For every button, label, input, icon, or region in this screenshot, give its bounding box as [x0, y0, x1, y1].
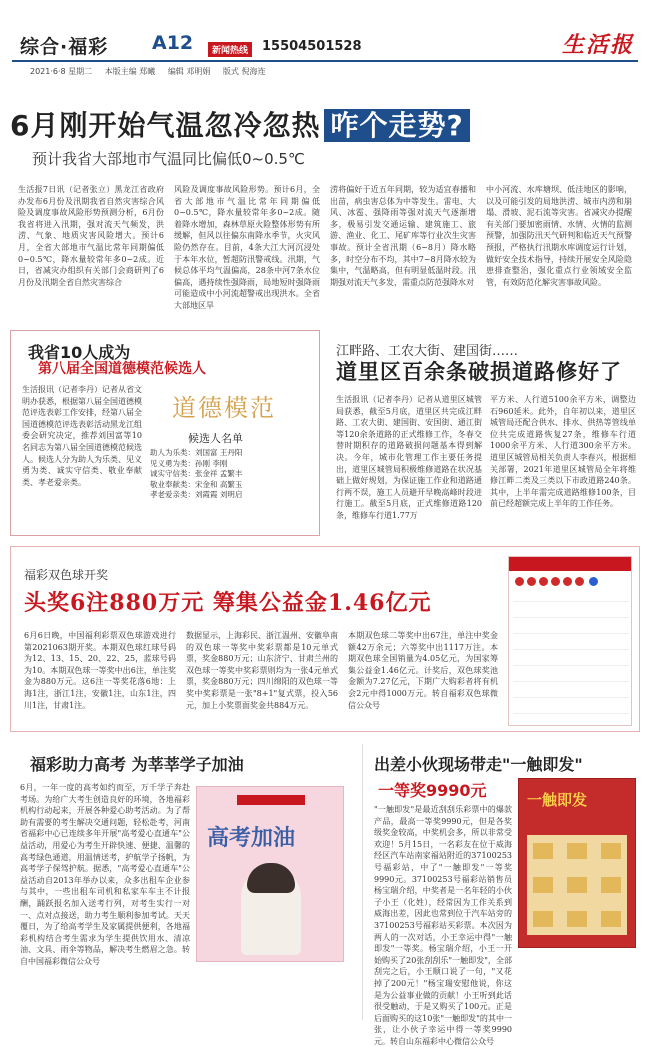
blue-ball-icon: [589, 577, 598, 586]
student-hair-icon: [247, 863, 295, 893]
moral-body: 生活报讯（记者李丹）记者从省文明办获悉，根据第八届全国道德模范评选表彰工作安排，经第八届全国道德模范评选表彰活动黑龙江组委会研究决定，推荐刘国富等10名同志为第八届全国道德模范候选人。候选人分为助人为乐类、见义勇为类、诚实守信类、敬业奉献类、孝老爱亲类。: [22, 385, 142, 487]
layout-designer: 版式 倪海连: [222, 67, 266, 76]
issue-meta: [30, 66, 275, 77]
section-title: 综合·福彩: [20, 36, 109, 58]
candidate-row: 敬业奉献类：宋金和 高繁玉: [150, 479, 243, 489]
road-headline: 道里区百余条破损道路修好了: [336, 360, 622, 384]
page-number: A12: [152, 32, 194, 54]
scratch-cell: [567, 911, 587, 927]
scratch-cell: [533, 911, 553, 927]
candidate-row: 见义勇为类：孙刚 李刚: [150, 458, 228, 468]
ticket-body: "一触即发"是最近刮刮乐彩票中的爆款产品，最高一等奖9990元，但是各奖级奖金较高，中奖机会多，所以非常受欢迎！5月15日，一名彩友在位于威海经区汽车站南家福站附近的37100253号福彩站，中了"一触即发"一等奖9990元。37100253号福彩站销售员杨宝瑞介绍，中奖者是一名年轻的小伙子小王（化姓），经常因为工作关系到威海出差，因此也常到位于汽车站旁的37100253号福彩站买彩票。本次因为两人的一次对话，小王幸运中得"一触即发"一等奖。杨宝瑞介绍，小王一开始购买了20张刮刮乐"一触即发"，全部刮完之后，小王顺口说了一句，"又花掉了200元！"杨宝瑞安慰他说，你这是为公益事业做的贡献！小王听到此话很受触动，于是又购买了100元。正是后面购买的这10张"一触即发"的其中一张，让小伙子幸运中得一等奖9990元。转自山东福彩中心微信公众号: [374, 805, 512, 1046]
lottery-headline: 头奖6注880万元 筹集公益金1.46亿元: [24, 590, 432, 616]
scratch-area: [527, 835, 627, 935]
scratch-cell: [601, 911, 621, 927]
gaokao-poster-image: [196, 786, 344, 962]
scratch-cell: [567, 877, 587, 893]
scratch-cell: [533, 843, 553, 859]
main-headline-a: 6月刚开始气温忽冷忽热: [10, 109, 321, 142]
result-row: [513, 601, 629, 602]
result-row: [513, 713, 629, 714]
moral-title-line2: 第八届全国道德模范候选人: [38, 361, 206, 377]
result-row: [513, 665, 629, 666]
result-row: [513, 617, 629, 618]
lottery-column-3: 本期双色球二等奖中出67注，单注中奖金额42万余元；六等奖中出1117万注。本期双色球全国销量为4.05亿元，为国家筹集公益金1.46亿元。计奖后，双色球奖池金额为7.27亿元，下期广大购彩者将有机会2元中得1000万元。转自福彩双色球微信公众号: [348, 631, 498, 710]
main-column-3: 涝将偏好于近五年同期，较为适宜春播和出苗，病虫害总体为中等发生。雷电、大风、冰雹、强降雨等强对流天气逐渐增多，极易引发交通运输、建筑施工、旅游、渔业、化工、尾矿库等行业次生灾害事故。预计全省汛期（6~8月）降水略多，时空分布不均，其中7~8月降水较为集中，气温略高，但有明显低温时段。汛期强对流天气多发，需重点防范强降水对: [330, 185, 476, 287]
ticket-headline-line1: 出差小伙现场带走"一触即发": [374, 755, 583, 774]
poster-title: 高考加油: [207, 825, 296, 851]
hotline-number: 15504501528: [262, 39, 362, 54]
red-ball-icon: [527, 577, 536, 586]
red-ball-icon: [539, 577, 548, 586]
main-headline: [10, 104, 470, 144]
candidate-list: [150, 448, 315, 501]
red-ball-icon: [515, 577, 524, 586]
candidate-list-title: 候选人名单: [188, 432, 243, 445]
page-header: [0, 0, 650, 92]
candidate-row: 助人为乐类：刘国富 王丹阳: [150, 448, 243, 457]
main-column-1: 生活报7日讯（记者张立）黑龙江省政府办发布6月份及汛期我省自然灾害综合风险及调度事故风险形势预测分析，6月份我省将进入汛期，强对流天气频发，洪涝、气象、地质灾害风险增大。预计6月，全省大部地市气温比常年同期偏低0~0.5℃，降水量较常年多0~2成。近日，省减灾办组织有关部门会商研判了6月份及汛期全省自然灾害综合: [18, 185, 164, 287]
result-row: [513, 697, 629, 698]
main-subhead: 预计我省大部地市气温同比偏低0~0.5℃: [32, 150, 305, 168]
main-column-4: 中小河流、水库塘坝、低洼地区的影响，以及可能引发的局地洪涝、城市内涝和崩塌、滑坡、泥石流等灾害。省减灾办提醒有关部门要加密雨情、水情、火情的监测预警，加强防汛天气研判和临近天气预警预报，严格执行汛期水库调度运行计划，做好安全技术指导，持续开展安全风险隐患排查整治，强化重点行业领域安全监管，有效防范化解灾害事故风险。: [486, 185, 632, 287]
header-divider: [12, 60, 638, 62]
candidate-row: 孝老爱亲类：刘霞霞 刘明启: [150, 490, 243, 500]
scratch-ticket-image: [518, 778, 636, 948]
candidate-row: 诚实守信类：张金祥 孟繁丰: [150, 469, 243, 479]
road-column-2: 平方米、人行道5100余平方米，调整边石960延米。此外，自年初以来，道里区城管局还配合供水、排水、供热等管线单位共完成道路恢复27条，维修车行道1000余平方米、人行道300余平方米。道里区城管局相关负责人李春兴，根据相关部署，2021年道里区城管局全年将维修江畔二类及三类以下市政道路240条。其中，上半年需完成道路维修100条，目前已经超额完成上半年的工作任务。: [490, 395, 636, 509]
result-row: [513, 649, 629, 650]
issue-date: 2021·6·8 星期二: [30, 67, 93, 76]
lottery-column-1: 6月6日晚，中国福利彩票双色球游戏进行第2021063期开奖。本期双色球红球号码为12、13、15、20、22、25，蓝球号码为10。本期双色球一等奖中出6注，单注奖金为880万元。这6注一等奖花落6地：上海1注，浙江1注，安徽1注，山东1注，四川1注，甘肃1注。: [24, 631, 176, 710]
scratch-cell: [567, 843, 587, 859]
lottery-logo-icon: [237, 795, 305, 805]
hotline-label: 新闻热线: [208, 42, 252, 57]
ticket-headline-line2: 一等奖9990元: [378, 781, 487, 800]
red-ball-icon: [551, 577, 560, 586]
gaokao-headline: 福彩助力高考 为莘莘学子加油: [30, 755, 244, 774]
lottery-result-image: [508, 556, 632, 726]
main-headline-b: 咋个走势?: [324, 109, 469, 142]
chief-editor: 本版主编 郑曦: [104, 67, 156, 76]
scratch-cell: [601, 877, 621, 893]
main-column-2: 风险及调度事故风险形势。预计6月，全省大部地市气温比常年同期偏低0~0.5℃，降水量较常年多0~2成。随着降水增加，森林草原火险整体形势有所缓解，但风以往偏东南降水季节，火灾风险仍然存在。目前，4条大江大河沉浸处于本年水位，暂超防汛警戒线。汛期，气候总体平均气温偏高，28条中河7条水位偏高，遇持续性强降雨，局地短时强降雨可能造成中小河流超警戒出现洪水。全省大部地区旱: [174, 185, 320, 310]
scratch-cell: [601, 843, 621, 859]
editor: 编辑 邓明娟: [167, 67, 211, 76]
scratch-cell: [533, 877, 553, 893]
road-kicker: 江畔路、工农大街、建国街……: [336, 344, 519, 359]
result-row: [513, 633, 629, 634]
result-header-bar: [509, 557, 631, 571]
ticket-brand: 一触即发: [527, 791, 588, 809]
lottery-kicker: 福彩双色球开奖: [24, 568, 109, 582]
red-ball-icon: [575, 577, 584, 586]
road-column-1: 生活报讯（记者李丹）记者从道里区城管局获悉，截至5月底，道里区共完成江畔路、工农大街、建国街、安国街、通江街等120余条道路的正式维修工作，冬春交替时期积存的道路破损问题基本得到解决。今年，城市化管理工作主要任务提出，道里区城管局积极维修道路在状况基础上做好规划，为保证施工作业和道路通行两不误，施工人员避开早晚高峰时段进行施工。截至5月底，正式维修道路120条，维修车行道1.77万: [336, 395, 482, 520]
gaokao-body: 6月，一年一度的高考如约而至，万千学子奔赴考场。为给广大考生创造良好的环境，各地福彩机构行动起来，开展各种爱心助考活动。为了帮助有需要的考生解决交通问题，轻松赴考，河南省福彩中心已连续多年开展"高考爱心直通车"公益活动，用爱心为考生开辟快速、便捷、温馨的高考绿色通道，用温情送考，护航学子扬帆，为高考学子保驾护航。据悉，"高考爱心直通车"公益活动自2013年举办以来，众多出租车企业参与其中，一些出租车司机和私家车车主不计报酬，踊跃报名加入送考行列，对考生实行一对一、点对点接送，助力考生顺利参加考试。天天覆日，为了给高考学生及家属提供便利，各地福彩机构结合考生需求为学生提供饮用水、清凉油、文具、雨伞等物品，解决考生燃眉之急。转自中国福彩微信公众号: [20, 783, 190, 966]
moral-title-line1: 我省10人成为: [28, 343, 131, 362]
result-row: [513, 681, 629, 682]
lottery-column-2: 数据显示，上海彩民、浙江温州、安徽阜南的双色球一等奖中奖彩票都是10元单式票，奖金880万元；山东济宁、甘肃兰州的双色球一等奖中奖彩票则均为一张4元单式票，奖金880万元；四川绵阳的双色球一等奖中奖彩票是一张"8+1"复式票，投入56元，加上小奖票面奖金共884万元。: [186, 631, 338, 710]
newspaper-logo: 生活报: [561, 32, 634, 58]
moral-stamp: 道德模范: [172, 394, 276, 422]
column-divider: [362, 744, 363, 1020]
red-ball-icon: [563, 577, 572, 586]
